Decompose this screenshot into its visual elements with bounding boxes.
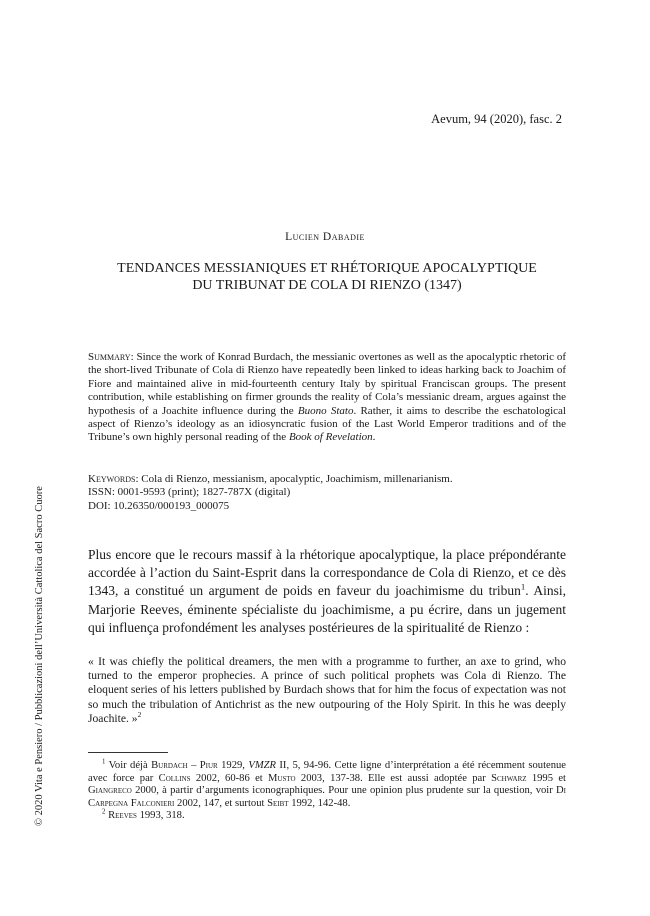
title-line-1: TENDANCES MESSIANIQUES ET RHÉTORIQUE APOCALYPTIQUE (117, 261, 537, 276)
footnote-ref-1[interactable]: 1 (520, 581, 526, 592)
footnotes-section (88, 760, 566, 823)
fn1-text-d: II, 5, 94-96. Cette ligne d’interprétation a été récemment soutenue avec force par (88, 760, 567, 784)
summary-abstract (88, 351, 566, 445)
fn1-text-h: 2000, à partir d’arguments iconographiques. Pour une opinion plus prudente sur la question, voir (131, 785, 557, 797)
footnote-ref-2[interactable]: 2 (137, 709, 142, 719)
keywords-line (88, 473, 566, 486)
fn2-text: 1993, 318. (136, 810, 185, 822)
quote-text: « It was chiefly the political dreamers, the men with a programme to further, an axe to grind, who turned to the emperor prophecies. A prince of such political prophets was Cola di Rienzo. The eloquent series of his letters published by Burdach shows that for him the focus of expectation was not so much the tribulation of Antichrist as the new outpouring of the Holy Spirit. In this he was deeply Joachite. » (88, 655, 566, 725)
article-title (88, 260, 566, 294)
keywords-text: : Cola di Rienzo, messianism, apocalyptic, Joachimism, millenarianism. (135, 473, 453, 485)
summary-text-1: : Since the work of Konrad Burdach, the messianic overtones as well as the apocalyptic rhetoric of the short-lived Tribunate of Cola di Rienzo have repeatedly been linked to ideas harking back to Joachim of Fiore and maintained alive in mid-fourteenth century Italy by spiritual Franciscan groups. The present contribution, while establishing on firmer grounds the reality of Cola’s messianic dream, argues against the hypothesis of a Joachite influence during the (88, 351, 566, 417)
body-text-b: . Ainsi, Marjorie Reeves, éminente spécialiste du joachimisme, a pu écrire, dans un jugement qui influença profondément les analyses postérieures de la spiritualité de Rienzo : (88, 583, 566, 635)
fn1-author-burdach: Burdach (151, 760, 188, 771)
summary-italic-1: Buono Stato (297, 404, 354, 417)
fn2-author-reeves: Reeves (108, 810, 137, 822)
fn1-text-j: 1992, 142-48. (288, 797, 351, 809)
doi-line: DOI: 10.26350/000193_000075 (88, 499, 230, 512)
fn1-text-c: 1929, (217, 760, 249, 771)
title-line-2: DU TRIBUNAT DE COLA DI RIENZO (1347) (192, 278, 462, 293)
keywords-label: Keywords (88, 473, 136, 485)
footnote-2 (88, 810, 566, 823)
fn1-author-collins: Collins (158, 772, 191, 784)
summary-text-2: . Rather, it aims to describe the eschatological aspect of Rienzo’s ideology as an idiosyncratic fusion of the Last World Emperor traditions and of the Tribune’s own highly personal reading of the (88, 404, 566, 444)
fn1-text-f: 2003, 137-38. Elle est aussi adoptée par (295, 772, 492, 784)
fn1-author-musto: Musto (268, 772, 296, 784)
fn1-text-b: – (187, 760, 200, 771)
fn1-text-g: 1995 et (526, 772, 566, 784)
fn1-italic-vmzr: VMZR (248, 760, 277, 771)
body-text-a: Plus encore que le recours massif à la rhétorique apocalyptique, la place prépondérante accordée à l’action du Saint-Esprit dans la correspondance de Cola di Rienzo, et ce dès 1343, a constitué un argument de poids en faveur du joachimisme du tribun (88, 547, 566, 599)
footnote-2-mark: 2 (102, 808, 106, 816)
fn1-text-a: Voir déjà (105, 760, 152, 771)
author-name: Lucien Dabadie (285, 231, 365, 243)
footnote-divider (88, 752, 168, 753)
body-paragraph (88, 546, 566, 637)
fn1-text-e: 2002, 60-86 et (190, 772, 269, 784)
footnote-1 (88, 760, 566, 810)
fn1-author-piur: Piur (199, 760, 218, 771)
summary-label: Summary (88, 351, 131, 363)
summary-italic-2: Book of Revelation (288, 431, 373, 444)
footnote-1-mark: 1 (102, 758, 106, 766)
issn-line: ISSN: 0001-9593 (print); 1827-787X (digital) (88, 486, 291, 499)
fn1-author-schwarz: Schwarz (491, 772, 527, 784)
journal-header: Aevum, 94 (2020), fasc. 2 (431, 112, 562, 126)
block-quote (88, 655, 566, 726)
fn1-author-seibt: Seibt (267, 797, 289, 809)
summary-text-end: . (372, 431, 376, 444)
fn1-author-giangreco: Giangreco (88, 785, 132, 797)
copyright-sidebar: © 2020 Vita e Pensiero / Pubblicazioni dell’Università Cattolica del Sacro Cuore (34, 486, 45, 826)
fn1-text-i: 2002, 147, et surtout (174, 797, 268, 809)
keywords-block (88, 473, 566, 513)
fn1-author-dicarpegna: Di Carpegna Falconieri (88, 785, 566, 809)
